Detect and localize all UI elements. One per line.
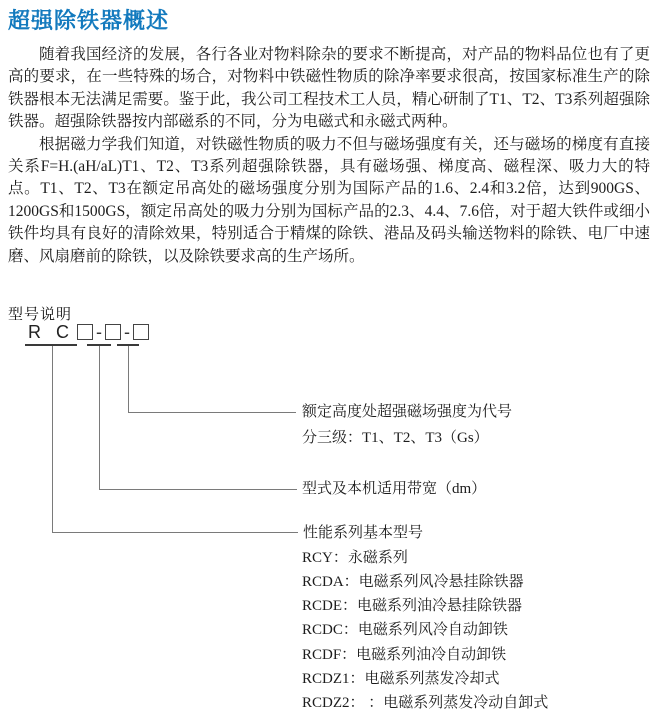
series-item-rcdf: RCDF：电磁系列油冷自动卸铁 bbox=[302, 647, 507, 663]
series-item-rcy: RCY：永磁系列 bbox=[302, 550, 408, 566]
model-code-letters: R C bbox=[28, 321, 74, 342]
body-text bbox=[8, 44, 650, 268]
model-section-title: 型号说明 bbox=[8, 306, 73, 323]
callout-bandwidth: 型式及本机适用带宽（dm） bbox=[302, 481, 487, 497]
series-item-rcde: RCDE：电磁系列油冷悬挂除铁器 bbox=[302, 598, 523, 614]
placeholder-box-bandwidth bbox=[105, 324, 121, 340]
code-underline-1 bbox=[25, 344, 77, 346]
placeholder-box-series bbox=[77, 324, 93, 340]
leader-horizontal-grade bbox=[128, 412, 296, 413]
code-separator: - bbox=[124, 321, 130, 342]
paragraph-magnetics: 根据磁力学我们知道，对铁磁性物质的吸力不但与磁场强度有关，还与磁场的梯度有直接关系F=H.(aH/aL)T1、T2、T3系列超强除铁器，具有磁场强、梯度高、磁程深、吸力大的特点。T1、T2、T3在额定吊高处的磁场强度分别为国际产品的1.6、2.4和3.2倍，达到900GS、1200GS和1500GS，额定吊高处的吸力分别为国标产品的2.3、4.4、7.6倍，对于超大铁件或细小铁件均具有良好的清除效果，特别适合于精煤的除铁、港品及码头输送物料的除铁、电厂中速磨、风扇磨前的除铁，以及除铁要求高的生产场所。 bbox=[8, 135, 650, 265]
placeholder-box-grade bbox=[133, 324, 149, 340]
code-separator: - bbox=[96, 321, 102, 342]
callout-field-strength-line1: 额定高度处超强磁场强度为代号 bbox=[302, 404, 513, 420]
series-item-rcda: RCDA：电磁系列风冷悬挂除铁器 bbox=[302, 574, 524, 590]
series-item-rcdz2: RCDZ2： ：电磁系列蒸发冷动自卸式 bbox=[302, 695, 549, 711]
leader-horizontal-series bbox=[52, 532, 298, 533]
model-code bbox=[28, 322, 149, 342]
series-item-rcdc: RCDC：电磁系列风冷自动卸铁 bbox=[302, 622, 508, 638]
series-item-rcdz1: RCDZ1：电磁系列蒸发冷却式 bbox=[302, 671, 500, 687]
leader-vertical-series bbox=[52, 346, 53, 533]
page-title: 超强除铁器概述 bbox=[8, 8, 170, 33]
leader-horizontal-bandwidth bbox=[99, 489, 297, 490]
callout-field-strength-line2: 分三级：T1、T2、T3（Gs） bbox=[302, 430, 489, 446]
leader-vertical-grade bbox=[128, 346, 129, 413]
leader-vertical-bandwidth bbox=[99, 346, 100, 490]
callout-series-header: 性能系列基本型号 bbox=[303, 525, 424, 541]
paragraph-intro: 随着我国经济的发展，各行各业对物料除杂的要求不断提高，对产品的物料品位也有了更高的要求，在一些特殊的场合，对物料中铁磁性物质的除净率要求很高，按国家标准生产的除铁器根本无法满足需要。鉴于此，我公司工程技术工人员，精心研制了T1、T2、T3系列超强除铁器。超强除铁器按内部磁系的不同，分为电磁式和永磁式两种。 bbox=[8, 46, 650, 131]
